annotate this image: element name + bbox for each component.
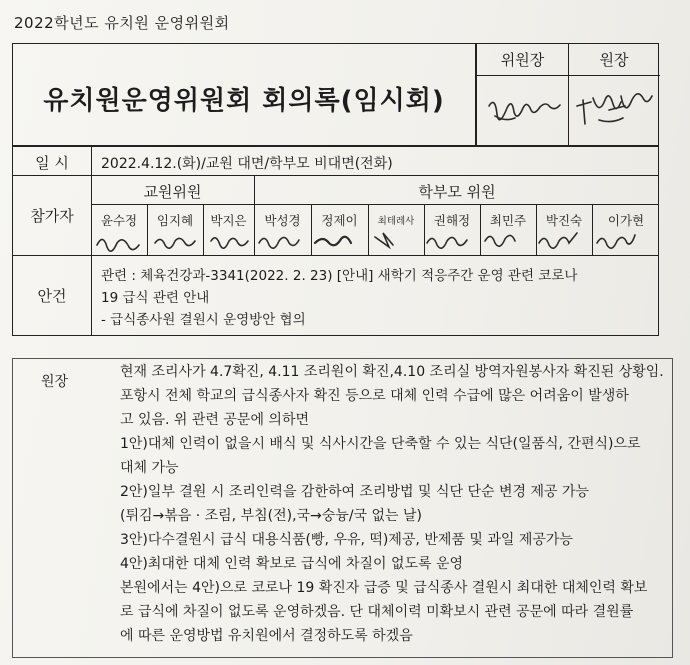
row-divider — [13, 175, 658, 176]
minutes-line: 현재 조리사가 4.7확진, 4.11 조리원이 확진,4.10 조리실 방역자원봉사자 확진된 상황임. — [120, 364, 664, 380]
teacher-group-label: 교원위원 — [143, 183, 202, 201]
chair-signature-cell — [477, 76, 568, 147]
chair-signature — [477, 76, 568, 147]
date-value: 2022.4.12.(화)/교원 대면/학부모 비대면(전화) — [101, 156, 393, 172]
approval-header-chair: 위원장 — [477, 44, 568, 76]
date-label: 일 시 — [35, 154, 69, 172]
col-divider — [91, 147, 92, 335]
row-divider — [91, 204, 658, 205]
minutes-line: 포항시 전체 학교의 급식종사자 확진 등으로 대체 인력 수급에 많은 어려움이 발생하 — [120, 388, 629, 404]
minutes-line: 4안)최대한 대체 인력 확보로 급식에 차질이 없도록 운영 — [120, 556, 464, 572]
minutes-box — [12, 358, 673, 658]
agenda-line: 19 급식 관련 안내 — [101, 290, 210, 306]
minutes-line: 3안)다수결원시 급식 대용식품(빵, 우유, 떡)제공, 반제품 및 과일 제공가능 — [120, 532, 573, 548]
parent-member-name: 최민주 — [489, 213, 527, 228]
parent-member-name: 권해정 — [433, 213, 471, 228]
minutes-line: 2안)일부 결원 시 조리인력을 감한하여 조리방법 및 식단 단순 변경 제공 가능 — [120, 484, 590, 500]
teacher-member-name: 임지혜 — [156, 213, 194, 228]
agenda-line: 관련 : 체육건강과-3341(2022. 2. 23) [안내] 새학기 적응주간 운영 관련 코로나 — [101, 268, 578, 284]
participants-label: 참가자 — [30, 207, 74, 225]
document-header: 2022학년도 유치원 운영위원회 — [14, 14, 230, 32]
parent-member-name: 이가현 — [607, 213, 645, 228]
approval-table — [476, 43, 659, 146]
parent-member-name: 박성경 — [264, 213, 301, 228]
parent-member-name: 최테레사 — [377, 216, 415, 227]
minutes-line: 고 있음. 위 관련 공문에 의하면 — [120, 412, 309, 428]
agenda-label: 안건 — [37, 287, 67, 305]
agenda-line: - 급식종사원 결원시 운영방안 협의 — [101, 312, 306, 328]
parent-member-name: 박진숙 — [545, 213, 583, 228]
member-signatures — [93, 227, 653, 255]
minutes-line: 에 따른 운영방법 유치원에서 결정하도록 하겠음 — [120, 628, 413, 644]
director-signature-cell — [569, 76, 660, 147]
minutes-line: 대체 가능 — [120, 460, 179, 476]
teacher-member-name: 박지은 — [210, 213, 247, 228]
title-box — [12, 43, 476, 146]
page-title: 유치원운영위원회 회의록(임시회) — [43, 86, 445, 116]
parent-group-label: 학부모 위원 — [418, 183, 496, 201]
teacher-member-name: 윤수정 — [100, 213, 138, 228]
director-signature — [569, 76, 660, 147]
minutes-line: 로 급식에 차질이 없도록 운영하겠음. 단 대체이력 미확보시 관련 공문에 따라 결원률 — [120, 604, 634, 620]
minutes-line: 1안)대체 인력이 없을시 배식 및 식사시간을 단축할 수 있는 식단(일품식, 간편식)으로 — [120, 436, 641, 452]
minutes-line: (튀김→볶음 · 조림, 부침(전),국→숭늉/국 없는 날) — [120, 508, 423, 524]
parent-member-name: 정제이 — [321, 213, 358, 228]
info-table — [12, 146, 659, 336]
row-divider — [13, 255, 658, 256]
approval-header-director: 원장 — [568, 44, 660, 76]
speaker-label: 원장 — [41, 374, 69, 390]
minutes-line: 본원에서는 4안)으로 코로나 19 확진자 급증 및 급식종사 결원시 최대한 대체인력 확보 — [120, 580, 648, 596]
